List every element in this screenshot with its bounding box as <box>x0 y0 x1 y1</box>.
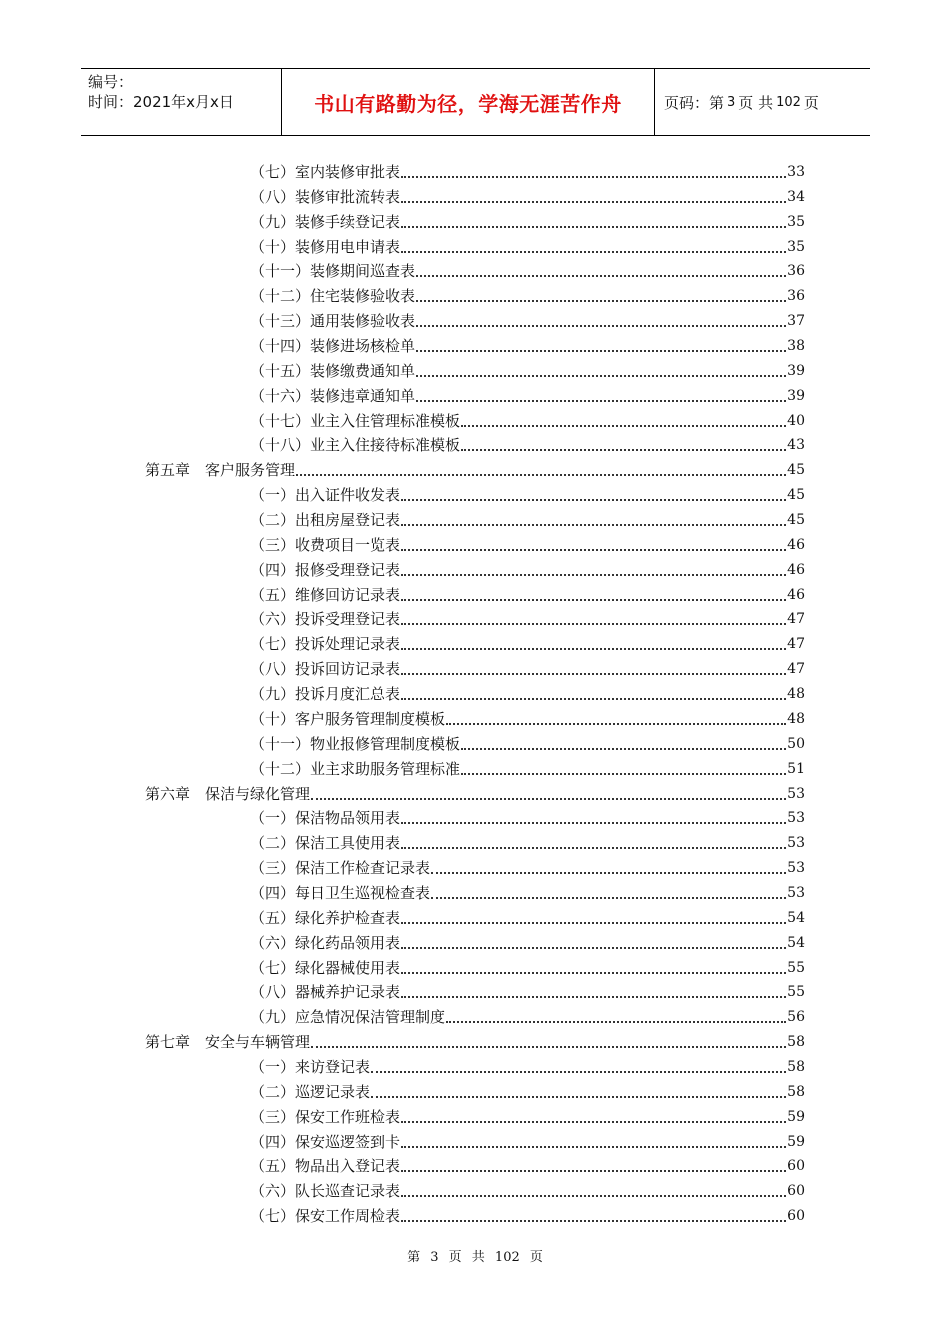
toc-item-row[interactable] <box>250 707 805 729</box>
toc-item-row[interactable] <box>250 732 805 754</box>
header-page-total: 102 <box>776 94 801 110</box>
toc-entry-page: 33 <box>787 164 805 180</box>
toc-entry-page: 46 <box>787 586 805 603</box>
toc-entry-page: 45 <box>787 462 805 479</box>
toc-item-row[interactable] <box>250 1179 805 1201</box>
toc-entry-title: （六）绿化药品领用表 <box>250 933 401 952</box>
header-page-info <box>655 69 870 135</box>
toc-entry-title: （五）维修回访记录表 <box>250 585 401 604</box>
toc-entry-page: 48 <box>787 686 805 703</box>
toc-entry-title: （十二）业主求助服务管理标准 <box>250 759 461 778</box>
toc-item-row[interactable] <box>250 682 805 704</box>
toc-entry-title: （十一）装修期间巡查表 <box>250 262 416 281</box>
toc-dot-leader <box>401 1220 786 1222</box>
toc-entry-title: （五）绿化养护检查表 <box>250 908 401 927</box>
toc-entry-page: 53 <box>787 810 805 827</box>
toc-entry-title: 第五章 客户服务管理 <box>145 461 296 480</box>
toc-entry-page: 35 <box>787 213 805 230</box>
toc-dot-leader <box>401 549 786 551</box>
toc-item-row[interactable] <box>250 657 805 679</box>
toc-entry-page: 37 <box>787 313 805 330</box>
toc-dot-leader <box>446 723 786 725</box>
toc-item-row[interactable] <box>250 906 805 928</box>
toc-item-row[interactable] <box>250 558 805 580</box>
toc-dot-leader <box>401 673 786 675</box>
toc-item-row[interactable] <box>250 931 805 953</box>
toc-dot-leader <box>401 623 786 625</box>
toc-entry-title: （七）投诉处理记录表 <box>250 635 401 654</box>
toc-item-row[interactable] <box>250 533 805 555</box>
toc-dot-leader <box>401 822 786 824</box>
toc-item-row[interactable] <box>250 334 805 356</box>
toc-entry-page: 47 <box>787 611 805 628</box>
toc-entry-title: 第六章 保洁与绿化管理 <box>145 784 311 803</box>
toc-chapter-row[interactable] <box>145 782 805 804</box>
toc-dot-leader <box>311 798 786 800</box>
toc-entry-page: 58 <box>787 1058 805 1075</box>
toc-dot-leader <box>401 226 786 228</box>
toc-entry-page: 35 <box>787 238 805 255</box>
toc-entry-title: （三）保洁工作检查记录表 <box>250 859 431 878</box>
toc-entry-page: 43 <box>787 437 805 454</box>
toc-dot-leader <box>401 524 786 526</box>
page-header <box>81 68 870 136</box>
toc-item-row[interactable] <box>250 359 805 381</box>
toc-item-row[interactable] <box>250 1130 805 1152</box>
toc-dot-leader <box>431 872 786 874</box>
toc-entry-page: 59 <box>787 1133 805 1150</box>
toc-entry-page: 45 <box>787 487 805 504</box>
toc-dot-leader <box>461 748 786 750</box>
toc-entry-title: （二）保洁工具使用表 <box>250 834 401 853</box>
toc-entry-page: 46 <box>787 561 805 578</box>
toc-entry-title: （十二）住宅装修验收表 <box>250 287 416 306</box>
toc-entry-page: 40 <box>787 412 805 429</box>
toc-entry-title: （十）客户服务管理制度模板 <box>250 709 446 728</box>
toc-entry-page: 36 <box>787 288 805 305</box>
toc-entry-page: 34 <box>787 188 805 205</box>
toc-entry-title: （七）室内装修审批表 <box>250 163 401 181</box>
page-footer: 第 3 页 共 102 页 <box>407 1250 543 1265</box>
header-page-mid: 页 共 <box>738 93 774 112</box>
toc-entry-title: （二）出租房屋登记表 <box>250 511 401 530</box>
header-page-prefix: 页码：第 <box>664 93 725 112</box>
toc-dot-leader <box>401 499 786 501</box>
toc-dot-leader <box>401 574 786 576</box>
toc-entry-page: 38 <box>787 338 805 355</box>
toc-entry-title: （九）投诉月度汇总表 <box>250 685 401 704</box>
toc-item-row[interactable] <box>250 856 805 878</box>
toc-chapter-row[interactable] <box>145 1030 805 1052</box>
toc-entry-title: （八）装修审批流转表 <box>250 187 401 206</box>
toc-item-row[interactable] <box>250 210 805 232</box>
toc-entry-title: （一）出入证件收发表 <box>250 486 401 505</box>
toc-entry-page: 58 <box>787 1083 805 1100</box>
toc-entry-page: 39 <box>787 362 805 379</box>
toc-entry-title: （三）保安工作班检表 <box>250 1107 401 1126</box>
toc-dot-leader <box>401 1170 786 1172</box>
toc-dot-leader <box>401 947 786 949</box>
toc-entry-page: 45 <box>787 512 805 529</box>
toc-dot-leader <box>416 375 786 377</box>
toc-dot-leader <box>416 400 786 402</box>
toc-entry-title: （六）队长巡查记录表 <box>250 1182 401 1201</box>
toc-item-row[interactable] <box>250 185 805 207</box>
toc-dot-leader <box>416 325 786 327</box>
toc-item-row[interactable] <box>250 508 805 530</box>
toc-item-row[interactable] <box>250 757 805 779</box>
toc-entry-page: 55 <box>787 984 805 1001</box>
toc-entry-title: （十三）通用装修验收表 <box>250 312 416 331</box>
toc-entry-title: 第七章 安全与车辆管理 <box>145 1033 311 1052</box>
toc-entry-page: 53 <box>787 884 805 901</box>
toc-entry-page: 39 <box>787 387 805 404</box>
toc-dot-leader <box>401 698 786 700</box>
toc-dot-leader <box>401 648 786 650</box>
toc-dot-leader <box>401 972 786 974</box>
toc-entry-title: （四）保安巡逻签到卡 <box>250 1132 401 1151</box>
toc-dot-leader <box>431 897 786 899</box>
toc-entry-page: 50 <box>787 735 805 752</box>
toc-dot-leader <box>401 1195 786 1197</box>
toc-dot-leader <box>461 773 786 775</box>
toc-item-row[interactable] <box>250 956 805 978</box>
toc-entry-title: （八）器械养护记录表 <box>250 983 401 1002</box>
toc-entry-title: （十四）装修进场核检单 <box>250 337 416 356</box>
toc-entry-page: 60 <box>787 1158 805 1175</box>
toc-dot-leader <box>371 1071 786 1073</box>
toc-item-row[interactable] <box>250 980 805 1002</box>
toc-dot-leader <box>446 1021 786 1023</box>
toc-entry-page: 47 <box>787 661 805 678</box>
toc-entry-page: 51 <box>787 760 805 777</box>
toc-entry-title: （七）绿化器械使用表 <box>250 958 401 977</box>
toc-entry-title: （十一）物业报修管理制度模板 <box>250 734 461 753</box>
toc-entry-page: 60 <box>787 1208 805 1225</box>
header-number-label: 编号： <box>88 73 134 91</box>
toc-item-row[interactable] <box>250 831 805 853</box>
toc-dot-leader <box>401 201 786 203</box>
toc-entry-title: （十七）业主入住管理标准模板 <box>250 411 461 430</box>
toc-dot-leader <box>401 1146 786 1148</box>
toc-item-row[interactable] <box>250 1080 805 1102</box>
toc-entry-title: （四）报修受理登记表 <box>250 560 401 579</box>
toc-item-row[interactable] <box>250 483 805 505</box>
toc-entry-page: 36 <box>787 263 805 280</box>
toc-entry-page: 55 <box>787 959 805 976</box>
toc-dot-leader <box>401 176 786 178</box>
toc-entry-page: 53 <box>787 860 805 877</box>
toc-entry-title: （二）巡逻记录表 <box>250 1082 371 1101</box>
toc-item-row[interactable] <box>250 384 805 406</box>
toc-entry-title: （十六）装修违章通知单 <box>250 386 416 405</box>
toc-entry-title: （一）来访登记表 <box>250 1057 371 1076</box>
toc-dot-leader <box>461 425 786 427</box>
toc-dot-leader <box>416 350 786 352</box>
toc-dot-leader <box>401 599 786 601</box>
toc-entry-page: 54 <box>787 909 805 926</box>
header-page-suffix: 页 <box>803 93 819 112</box>
toc-item-row[interactable] <box>250 1204 805 1226</box>
toc-entry-title: （九）应急情况保洁管理制度 <box>250 1008 446 1027</box>
toc-item-row[interactable] <box>250 235 805 257</box>
toc-dot-leader <box>416 275 786 277</box>
toc-dot-leader <box>401 922 786 924</box>
toc-entry-page: 58 <box>787 1034 805 1051</box>
toc-item-row[interactable] <box>250 583 805 605</box>
toc-entry-page: 60 <box>787 1183 805 1200</box>
toc-item-row[interactable] <box>250 881 805 903</box>
toc-item-row[interactable] <box>250 1055 805 1077</box>
toc-entry-page: 59 <box>787 1108 805 1125</box>
toc-entry-title: （四）每日卫生巡视检查表 <box>250 883 431 902</box>
toc-entry-title: （十八）业主入住接待标准模板 <box>250 436 461 455</box>
toc-entry-page: 48 <box>787 710 805 727</box>
toc-item-row[interactable] <box>250 309 805 331</box>
toc-dot-leader <box>371 1096 786 1098</box>
toc-dot-leader <box>296 474 786 476</box>
toc-entry-page: 56 <box>787 1009 805 1026</box>
toc-entry-title: （九）装修手续登记表 <box>250 212 401 231</box>
header-time-label: 时间：2021年x月x日 <box>88 93 234 111</box>
toc-item-row[interactable] <box>250 409 805 431</box>
toc-chapter-row[interactable] <box>145 458 805 480</box>
toc-item-row[interactable] <box>250 1105 805 1127</box>
toc-entry-title: （三）收费项目一览表 <box>250 535 401 554</box>
toc-entry-title: （十五）装修缴费通知单 <box>250 361 416 380</box>
toc-item-row[interactable] <box>250 160 805 182</box>
toc-item-row[interactable] <box>250 1154 805 1176</box>
header-motto: 书山有路勤为径，学海无涯苦作舟 <box>282 69 655 135</box>
toc-item-row[interactable] <box>250 806 805 828</box>
toc-item-row[interactable] <box>250 1005 805 1027</box>
toc-entry-title: （八）投诉回访记录表 <box>250 660 401 679</box>
header-meta <box>81 69 282 135</box>
toc-entry-title: （五）物品出入登记表 <box>250 1157 401 1176</box>
toc-item-row[interactable] <box>250 259 805 281</box>
toc-dot-leader <box>401 847 786 849</box>
header-page-current: 3 <box>727 94 736 110</box>
toc-entry-page: 53 <box>787 835 805 852</box>
toc-dot-leader <box>401 251 786 253</box>
toc-entry-page: 47 <box>787 636 805 653</box>
toc-entry-page: 46 <box>787 536 805 553</box>
toc-dot-leader <box>461 449 786 451</box>
toc-item-row[interactable] <box>250 632 805 654</box>
toc-dot-leader <box>311 1046 786 1048</box>
toc-entry-title: （六）投诉受理登记表 <box>250 610 401 629</box>
toc-item-row[interactable] <box>250 284 805 306</box>
toc-entry-page: 54 <box>787 934 805 951</box>
toc-dot-leader <box>401 996 786 998</box>
toc-dot-leader <box>416 300 786 302</box>
toc-entry-title: （一）保洁物品领用表 <box>250 809 401 828</box>
toc-item-row[interactable] <box>250 433 805 455</box>
toc-item-row[interactable] <box>250 607 805 629</box>
toc-entry-title: （七）保安工作周检表 <box>250 1207 401 1226</box>
toc-entry-page: 53 <box>787 785 805 802</box>
toc-dot-leader <box>401 1121 786 1123</box>
toc-entry-title: （十）装修用电申请表 <box>250 237 401 256</box>
